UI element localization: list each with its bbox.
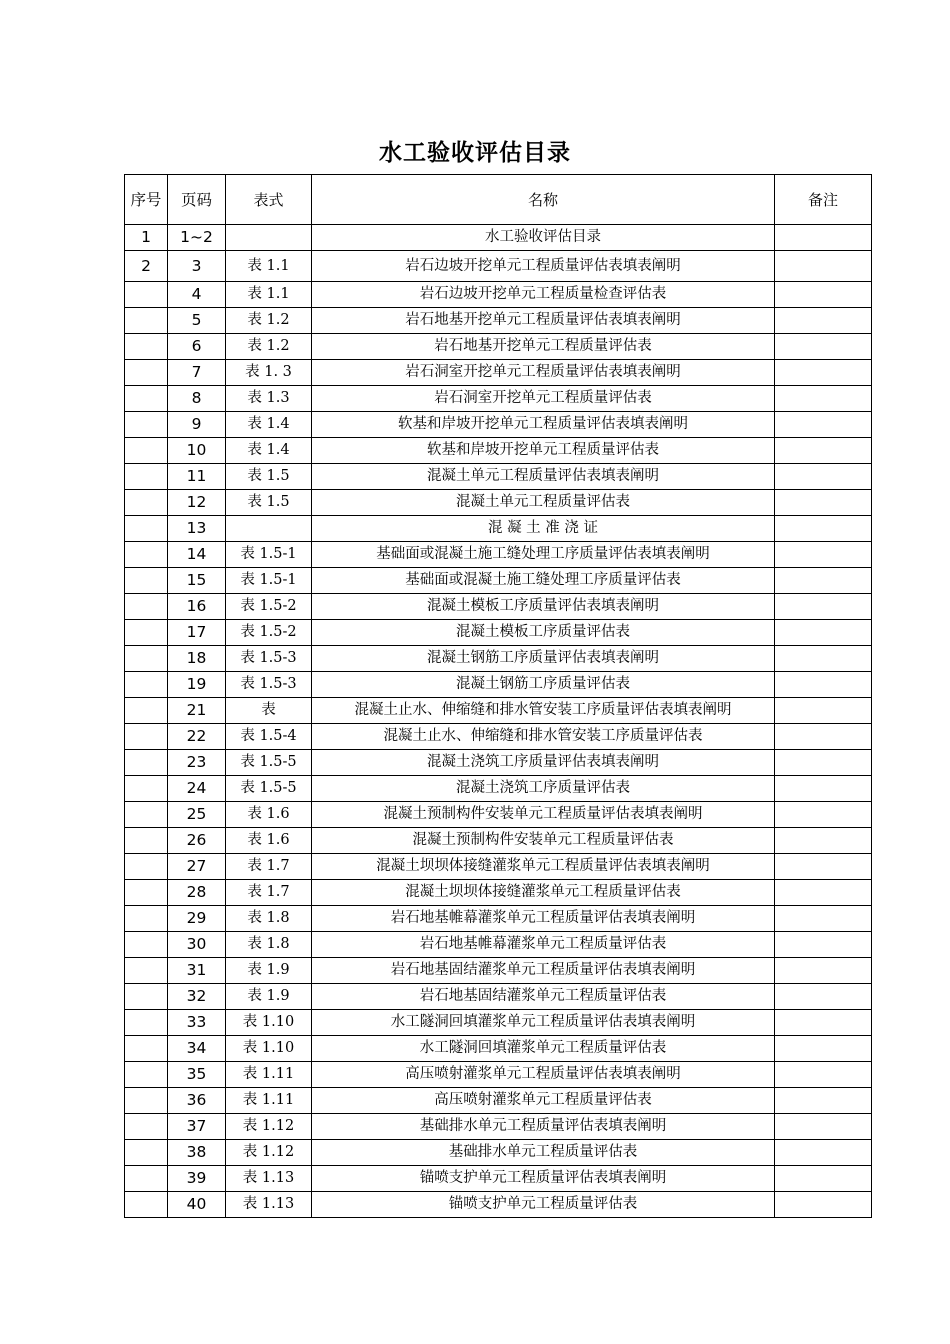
cell-no [125, 438, 168, 464]
cell-name: 混凝土预制构件安装单元工程质量评估表 [312, 828, 775, 854]
cell-remark [775, 1010, 872, 1036]
cell-page: 24 [168, 776, 226, 802]
table-row [125, 1010, 872, 1036]
table-body [125, 225, 872, 1218]
cell-remark [775, 251, 872, 282]
cell-form: 表 1.10 [226, 1036, 312, 1062]
cell-remark [775, 906, 872, 932]
table-row [125, 308, 872, 334]
cell-page: 6 [168, 334, 226, 360]
cell-page: 32 [168, 984, 226, 1010]
cell-remark [775, 334, 872, 360]
table-row [125, 1192, 872, 1218]
cell-name: 混凝土浇筑工序质量评估表 [312, 776, 775, 802]
cell-page: 23 [168, 750, 226, 776]
cell-no [125, 1062, 168, 1088]
table-row [125, 386, 872, 412]
cell-remark [775, 282, 872, 308]
cell-no [125, 1010, 168, 1036]
cell-no [125, 984, 168, 1010]
cell-no: 1 [125, 225, 168, 251]
table-row [125, 1114, 872, 1140]
cell-no [125, 646, 168, 672]
table-row [125, 568, 872, 594]
cell-page: 38 [168, 1140, 226, 1166]
cell-form: 表 1.8 [226, 932, 312, 958]
cell-form: 表 1.2 [226, 334, 312, 360]
cell-remark [775, 646, 872, 672]
cell-name: 基础排水单元工程质量评估表填表阐明 [312, 1114, 775, 1140]
cell-page: 21 [168, 698, 226, 724]
cell-name: 软基和岸坡开挖单元工程质量评估表填表阐明 [312, 412, 775, 438]
cell-page: 4 [168, 282, 226, 308]
cell-page: 25 [168, 802, 226, 828]
cell-name: 混凝土止水、伸缩缝和排水管安装工序质量评估表填表阐明 [312, 698, 775, 724]
table-row [125, 750, 872, 776]
table-row [125, 724, 872, 750]
cell-page: 26 [168, 828, 226, 854]
cell-form: 表 1. 3 [226, 360, 312, 386]
table-row [125, 802, 872, 828]
cell-remark [775, 1036, 872, 1062]
cell-form: 表 1.9 [226, 984, 312, 1010]
cell-name: 锚喷支护单元工程质量评估表 [312, 1192, 775, 1218]
cell-name: 混凝土单元工程质量评估表 [312, 490, 775, 516]
cell-remark [775, 568, 872, 594]
cell-no [125, 464, 168, 490]
cell-page: 27 [168, 854, 226, 880]
cell-form: 表 1.5-2 [226, 620, 312, 646]
table-header-row [125, 175, 872, 225]
cell-remark [775, 750, 872, 776]
table-row [125, 646, 872, 672]
cell-form: 表 1.10 [226, 1010, 312, 1036]
cell-remark [775, 412, 872, 438]
cell-name: 混凝土模板工序质量评估表 [312, 620, 775, 646]
table-row [125, 282, 872, 308]
header-remark: 备注 [775, 175, 872, 225]
cell-page: 28 [168, 880, 226, 906]
cell-page: 15 [168, 568, 226, 594]
cell-form: 表 1.5 [226, 490, 312, 516]
cell-form: 表 1.5-1 [226, 568, 312, 594]
cell-name: 基础面或混凝土施工缝处理工序质量评估表填表阐明 [312, 542, 775, 568]
table-row [125, 225, 872, 251]
cell-name: 混凝土坝坝体接缝灌浆单元工程质量评估表填表阐明 [312, 854, 775, 880]
cell-form: 表 1.5-2 [226, 594, 312, 620]
cell-page: 19 [168, 672, 226, 698]
cell-remark [775, 464, 872, 490]
cell-name: 水工隧洞回填灌浆单元工程质量评估表填表阐明 [312, 1010, 775, 1036]
cell-name: 基础面或混凝土施工缝处理工序质量评估表 [312, 568, 775, 594]
cell-no [125, 594, 168, 620]
cell-remark [775, 438, 872, 464]
cell-remark [775, 1114, 872, 1140]
table-row [125, 1088, 872, 1114]
cell-name: 水工验收评估目录 [312, 225, 775, 251]
cell-page: 36 [168, 1088, 226, 1114]
cell-page: 1~2 [168, 225, 226, 251]
cell-form: 表 1.5-4 [226, 724, 312, 750]
cell-form: 表 1.4 [226, 438, 312, 464]
table-row [125, 1166, 872, 1192]
table-row [125, 854, 872, 880]
cell-name: 岩石地基开挖单元工程质量评估表 [312, 334, 775, 360]
cell-page: 7 [168, 360, 226, 386]
table-row [125, 620, 872, 646]
cell-form: 表 1.7 [226, 854, 312, 880]
cell-remark [775, 542, 872, 568]
cell-no [125, 854, 168, 880]
table-row [125, 958, 872, 984]
cell-name: 基础排水单元工程质量评估表 [312, 1140, 775, 1166]
table-row [125, 438, 872, 464]
cell-form: 表 1.5-3 [226, 646, 312, 672]
cell-remark [775, 594, 872, 620]
cell-page: 13 [168, 516, 226, 542]
cell-no [125, 958, 168, 984]
cell-no [125, 1036, 168, 1062]
cell-remark [775, 828, 872, 854]
header-name: 名称 [312, 175, 775, 225]
cell-form: 表 [226, 698, 312, 724]
cell-no [125, 776, 168, 802]
cell-name: 水工隧洞回填灌浆单元工程质量评估表 [312, 1036, 775, 1062]
cell-name: 高压喷射灌浆单元工程质量评估表填表阐明 [312, 1062, 775, 1088]
cell-name: 岩石地基开挖单元工程质量评估表填表阐明 [312, 308, 775, 334]
table-row [125, 594, 872, 620]
cell-page: 12 [168, 490, 226, 516]
cell-no [125, 282, 168, 308]
cell-form: 表 1.5-5 [226, 750, 312, 776]
cell-no [125, 360, 168, 386]
cell-remark [775, 776, 872, 802]
cell-name: 岩石地基固结灌浆单元工程质量评估表填表阐明 [312, 958, 775, 984]
cell-no [125, 932, 168, 958]
cell-page: 22 [168, 724, 226, 750]
cell-name: 岩石地基固结灌浆单元工程质量评估表 [312, 984, 775, 1010]
cell-page: 39 [168, 1166, 226, 1192]
table-row [125, 880, 872, 906]
cell-no: 2 [125, 251, 168, 282]
table-row [125, 1036, 872, 1062]
cell-name: 高压喷射灌浆单元工程质量评估表 [312, 1088, 775, 1114]
cell-form: 表 1.6 [226, 802, 312, 828]
cell-form: 表 1.1 [226, 282, 312, 308]
cell-remark [775, 1192, 872, 1218]
cell-name: 混凝土浇筑工序质量评估表填表阐明 [312, 750, 775, 776]
cell-no [125, 542, 168, 568]
header-no: 序号 [125, 175, 168, 225]
cell-name: 锚喷支护单元工程质量评估表填表阐明 [312, 1166, 775, 1192]
cell-name: 混凝土预制构件安装单元工程质量评估表填表阐明 [312, 802, 775, 828]
cell-form: 表 1.7 [226, 880, 312, 906]
cell-page: 8 [168, 386, 226, 412]
cell-remark [775, 932, 872, 958]
cell-page: 29 [168, 906, 226, 932]
cell-remark [775, 620, 872, 646]
cell-form: 表 1.13 [226, 1166, 312, 1192]
table-row [125, 932, 872, 958]
header-page: 页码 [168, 175, 226, 225]
table-row [125, 672, 872, 698]
cell-name: 岩石洞室开挖单元工程质量评估表填表阐明 [312, 360, 775, 386]
cell-remark [775, 516, 872, 542]
cell-no [125, 1192, 168, 1218]
cell-form: 表 1.5-5 [226, 776, 312, 802]
cell-page: 30 [168, 932, 226, 958]
cell-remark [775, 854, 872, 880]
cell-form: 表 1.3 [226, 386, 312, 412]
table-row [125, 516, 872, 542]
cell-form: 表 1.5-1 [226, 542, 312, 568]
table-row [125, 1140, 872, 1166]
cell-no [125, 334, 168, 360]
cell-remark [775, 672, 872, 698]
cell-remark [775, 984, 872, 1010]
cell-remark [775, 880, 872, 906]
cell-no [125, 672, 168, 698]
header-form: 表式 [226, 175, 312, 225]
cell-no [125, 828, 168, 854]
table-row [125, 464, 872, 490]
table-row [125, 334, 872, 360]
cell-form: 表 1.5 [226, 464, 312, 490]
cell-no [125, 880, 168, 906]
cell-no [125, 412, 168, 438]
cell-form: 表 1.6 [226, 828, 312, 854]
table-row [125, 906, 872, 932]
cell-no [125, 386, 168, 412]
cell-page: 35 [168, 1062, 226, 1088]
cell-remark [775, 958, 872, 984]
table-row [125, 412, 872, 438]
cell-no [125, 1140, 168, 1166]
cell-remark [775, 1166, 872, 1192]
cell-page: 40 [168, 1192, 226, 1218]
cell-remark [775, 724, 872, 750]
cell-no [125, 698, 168, 724]
cell-remark [775, 386, 872, 412]
cell-page: 16 [168, 594, 226, 620]
cell-remark [775, 698, 872, 724]
cell-remark [775, 1088, 872, 1114]
cell-page: 33 [168, 1010, 226, 1036]
cell-page: 31 [168, 958, 226, 984]
cell-page: 10 [168, 438, 226, 464]
cell-form: 表 1.12 [226, 1114, 312, 1140]
cell-form: 表 1.11 [226, 1062, 312, 1088]
cell-page: 37 [168, 1114, 226, 1140]
table-row [125, 1062, 872, 1088]
cell-no [125, 490, 168, 516]
cell-name: 软基和岸坡开挖单元工程质量评估表 [312, 438, 775, 464]
cell-form [226, 225, 312, 251]
cell-page: 11 [168, 464, 226, 490]
cell-no [125, 568, 168, 594]
cell-remark [775, 490, 872, 516]
cell-name: 混 凝 土 准 浇 证 [312, 516, 775, 542]
cell-no [125, 620, 168, 646]
cell-no [125, 308, 168, 334]
cell-page: 17 [168, 620, 226, 646]
cell-form [226, 516, 312, 542]
cell-form: 表 1.13 [226, 1192, 312, 1218]
table-row [125, 776, 872, 802]
cell-no [125, 906, 168, 932]
table-row [125, 251, 872, 282]
cell-page: 9 [168, 412, 226, 438]
cell-name: 岩石地基帷幕灌浆单元工程质量评估表 [312, 932, 775, 958]
cell-remark [775, 360, 872, 386]
cell-no [125, 724, 168, 750]
cell-name: 岩石边坡开挖单元工程质量评估表填表阐明 [312, 251, 775, 282]
table-row [125, 360, 872, 386]
cell-form: 表 1.5-3 [226, 672, 312, 698]
cell-name: 混凝土模板工序质量评估表填表阐明 [312, 594, 775, 620]
cell-page: 34 [168, 1036, 226, 1062]
cell-form: 表 1.12 [226, 1140, 312, 1166]
cell-remark [775, 308, 872, 334]
cell-name: 混凝土坝坝体接缝灌浆单元工程质量评估表 [312, 880, 775, 906]
cell-form: 表 1.4 [226, 412, 312, 438]
cell-page: 3 [168, 251, 226, 282]
cell-remark [775, 225, 872, 251]
cell-name: 混凝土钢筋工序质量评估表填表阐明 [312, 646, 775, 672]
cell-form: 表 1.1 [226, 251, 312, 282]
cell-no [125, 516, 168, 542]
table-row [125, 542, 872, 568]
cell-form: 表 1.11 [226, 1088, 312, 1114]
table-row [125, 698, 872, 724]
catalog-table [124, 174, 872, 1218]
cell-name: 混凝土钢筋工序质量评估表 [312, 672, 775, 698]
cell-no [125, 802, 168, 828]
table-row [125, 984, 872, 1010]
cell-no [125, 1166, 168, 1192]
cell-remark [775, 1062, 872, 1088]
cell-name: 岩石洞室开挖单元工程质量评估表 [312, 386, 775, 412]
cell-name: 岩石地基帷幕灌浆单元工程质量评估表填表阐明 [312, 906, 775, 932]
cell-form: 表 1.8 [226, 906, 312, 932]
cell-no [125, 750, 168, 776]
cell-remark [775, 1140, 872, 1166]
cell-name: 混凝土单元工程质量评估表填表阐明 [312, 464, 775, 490]
page-title: 水工验收评估目录 [379, 140, 571, 166]
cell-form: 表 1.2 [226, 308, 312, 334]
cell-page: 14 [168, 542, 226, 568]
table-row [125, 490, 872, 516]
cell-form: 表 1.9 [226, 958, 312, 984]
cell-name: 岩石边坡开挖单元工程质量检查评估表 [312, 282, 775, 308]
cell-remark [775, 802, 872, 828]
cell-page: 5 [168, 308, 226, 334]
cell-name: 混凝土止水、伸缩缝和排水管安装工序质量评估表 [312, 724, 775, 750]
cell-page: 18 [168, 646, 226, 672]
cell-no [125, 1088, 168, 1114]
table-row [125, 828, 872, 854]
cell-no [125, 1114, 168, 1140]
